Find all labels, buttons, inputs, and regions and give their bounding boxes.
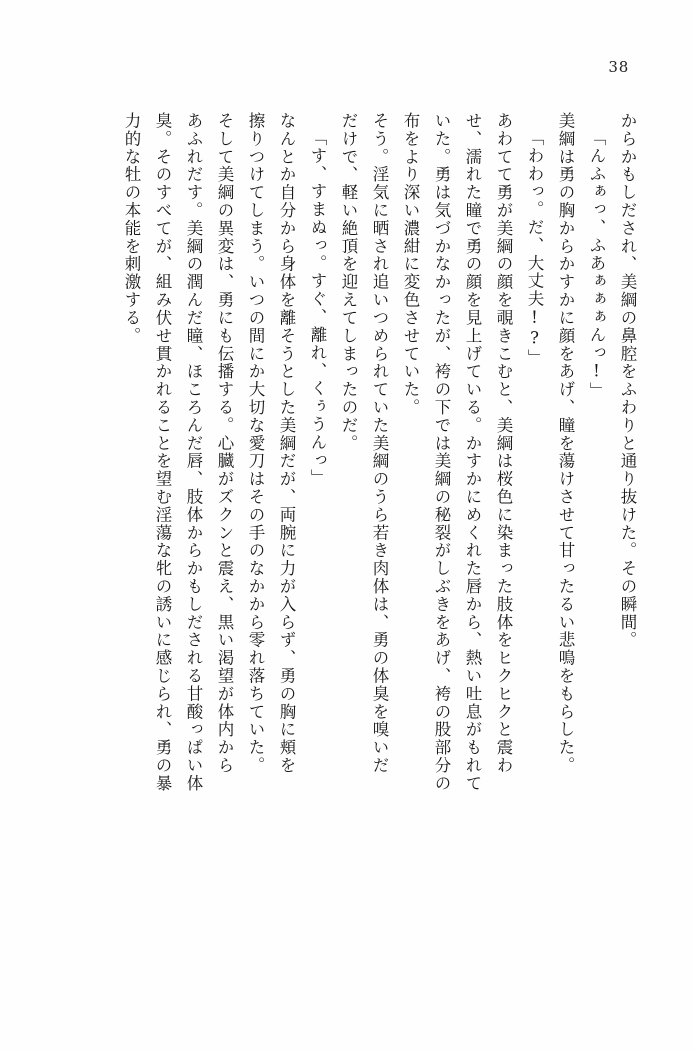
text-column: 美綱は勇の胸からかすかに顔をあげ、瞳を蕩けさせて甘ったるい悲鳴をもらした。 xyxy=(556,112,575,775)
text-column: 力的な牡の本能を刺激する。 xyxy=(122,112,141,345)
text-column: だけで、軽い絶頂を迎えてしまったのだ。 xyxy=(339,112,358,453)
text-column: せ、濡れた瞳で勇の顔を見上げている。かすかにめくれた唇から、熱い吐息がもれて xyxy=(463,112,482,793)
text-column: 臭。そのすべてが、組み伏せ貫かれることを望む淫蕩な牝の誘いに感じられ、勇の暴 xyxy=(153,112,172,793)
text-column: いた。勇は気づかなかったが、袴の下では美綱の秘裂がしぶきをあげ、袴の股部分の xyxy=(432,112,451,793)
text-column: 「んふぁっ、ふあぁぁぁんっ!」 xyxy=(587,129,606,401)
text-column: 「す、すまぬっ。すぐ、離れ、くぅうんっ」 xyxy=(308,129,327,488)
text-column: 「わわっ。だ、大丈夫!?」 xyxy=(525,129,544,367)
text-column: あわてて勇が美綱の顔を覗きこむと、美綱は桜色に染まった肢体をヒクヒクと震わ xyxy=(494,112,513,775)
text-column: なんとか自分から身体を離そうとした美綱だが、両腕に力が入らず、勇の胸に頬を xyxy=(277,112,296,775)
text-column: そう。淫気に晒され追いつめられていた美綱のうら若き肉体は、勇の体臭を嗅いだ xyxy=(370,112,389,775)
text-column: からかもしだされ、美綱の鼻腔をふわりと通り抜けた。その瞬間。 xyxy=(618,112,637,650)
text-column: 擦りつけてしまう。いつの間にか大切な愛刀はその手のなかから零れ落ちていた。 xyxy=(246,112,265,775)
text-column: そして美綱の異変は、勇にも伝播する。心臓がズクンと震え、黒い渇望が体内から xyxy=(215,112,234,775)
vertical-text-body xyxy=(55,112,635,1012)
text-column: あふれだす。美綱の潤んだ瞳、ほころんだ唇、肢体からかもしだされる甘酸っぱい体 xyxy=(184,112,203,793)
page-number: 38 xyxy=(608,58,629,76)
text-column: 布をより深い濃紺に変色させていた。 xyxy=(401,112,420,417)
